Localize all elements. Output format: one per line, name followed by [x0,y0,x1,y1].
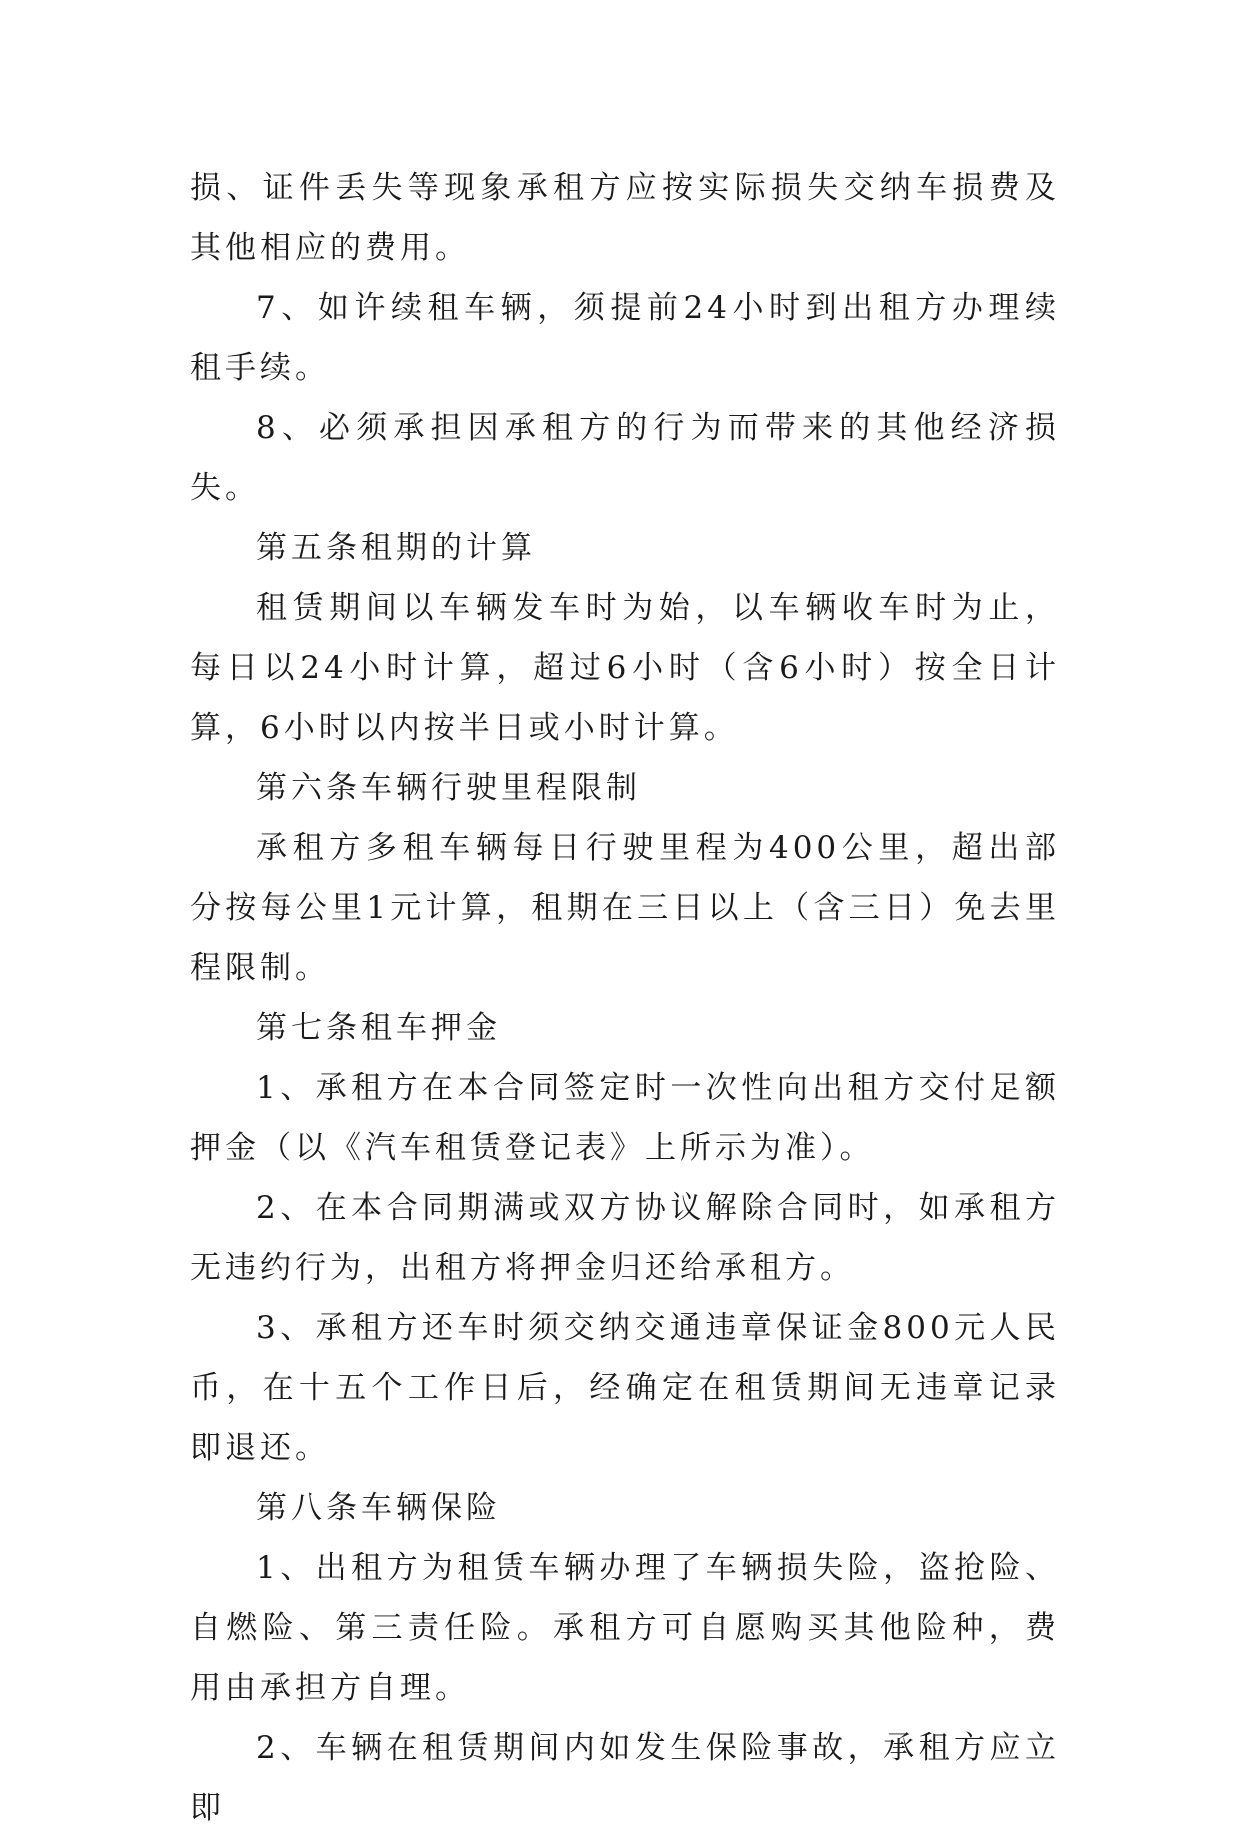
paragraph-12: 1、出租方为租赁车辆办理了车辆损失险，盗抢险、自燃险、第三责任险。承租方可自愿购买其他险种，费用由承担方自理。 [190,1550,1060,1706]
paragraph-0: 损、证件丢失等现象承租方应按实际损失交纳车损费及其他相应的费用。 [190,170,1060,266]
paragraph-10: 3、承租方还车时须交纳交通违章保证金800元人民币，在十五个工作日后，经确定在租赁期间无违章记录即退还。 [190,1310,1060,1466]
paragraph-9: 2、在本合同期满或双方协议解除合同时，如承租方无违约行为，出租方将押金归还给承租方。 [190,1190,1060,1286]
section-heading-5: 第五条租期的计算 [256,530,536,566]
section-heading-6: 第六条车辆行驶里程限制 [256,770,641,806]
paragraph-8: 1、承租方在本合同签定时一次性向出租方交付足额押金（以《汽车租赁登记表》上所示为准）。 [190,1070,1060,1166]
paragraph-4: 租赁期间以车辆发车时为始，以车辆收车时为止，每日以24小时计算，超过6小时（含6小时）按全日计算，6小时以内按半日或小时计算。 [190,590,1060,746]
document-body [190,158,1060,1838]
section-heading-7: 第七条租车押金 [256,1010,501,1046]
paragraph-2: 8、必须承担因承租方的行为而带来的其他经济损失。 [190,410,1060,506]
paragraph-13: 2、车辆在租赁期间内如发生保险事故，承租方应立即 [190,1730,1060,1826]
paragraph-1: 7、如许续租车辆，须提前24小时到出租方办理续租手续。 [190,290,1060,386]
section-heading-8: 第八条车辆保险 [256,1490,501,1526]
paragraph-6: 承租方多租车辆每日行驶里程为400公里，超出部分按每公里1元计算，租期在三日以上（含三日）免去里程限制。 [190,830,1060,986]
